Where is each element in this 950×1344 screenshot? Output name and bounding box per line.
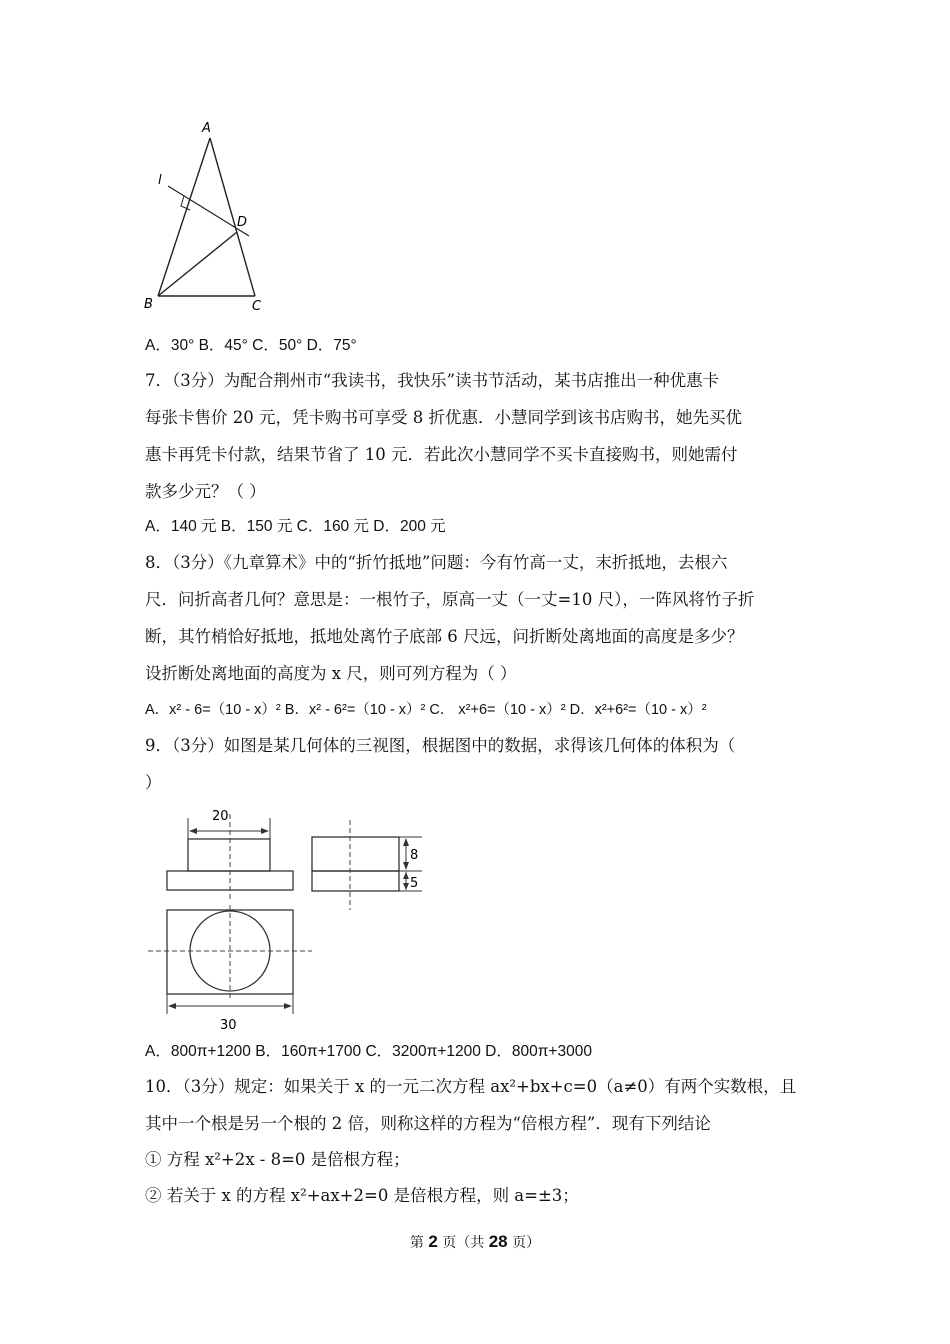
- q7-line-2: 每张卡售价 20 元，凭卡购书可享受 8 折优惠．小慧同学到该书店购书，她先买优: [145, 408, 742, 427]
- footer-suffix: 页）: [512, 1235, 541, 1251]
- arrow-left-30: [168, 1003, 176, 1009]
- page-footer: [0, 1232, 950, 1252]
- q10-line-3: ① 方程 x²+2x - 8=0 是倍根方程；: [145, 1150, 410, 1169]
- dim-label-20: 20: [212, 809, 229, 824]
- arrow-up-8: [403, 838, 409, 846]
- side-ac: [210, 138, 255, 296]
- segment-bd: [158, 232, 237, 296]
- q8-line-3: 断，其竹梢恰好抵地，抵地处离竹子底部 6 尺远，问折断处离地面的高度是多少？: [145, 627, 744, 646]
- dim-label-8: 8: [410, 848, 419, 863]
- side-ab: [158, 138, 210, 296]
- q7-line-4: 款多少元？（ ）: [145, 482, 266, 501]
- footer-page-number: 2: [428, 1232, 438, 1251]
- q8-line-4: 设折断处离地面的高度为 x 尺，则可列方程为（ ）: [145, 664, 517, 683]
- label-a: A: [202, 121, 211, 136]
- q9-options: A．800π+1200 B．160π+1700 C．3200π+1200 D．800π+3000: [145, 1043, 592, 1060]
- label-d: D: [237, 215, 248, 230]
- q6-options: A．30° B．45° C．50° D．75°: [145, 337, 357, 354]
- q7-options: A．140 元 B．150 元 C．160 元 D．200 元: [145, 518, 446, 535]
- front-upper-block: [188, 839, 270, 871]
- dim-label-30: 30: [220, 1018, 237, 1033]
- label-b: B: [144, 297, 153, 312]
- three-view-figure: [140, 800, 440, 1040]
- q7-line-3: 惠卡再凭卡付款，结果节省了 10 元．若此次小慧同学不买卡直接购书，则她需付: [145, 445, 738, 464]
- q10-line-2: 其中一个根是另一个根的 2 倍，则称这样的方程为“倍根方程”．现有下列结论: [145, 1114, 711, 1133]
- side-lower-block: [312, 871, 399, 891]
- arrow-down-5: [403, 883, 409, 890]
- label-c: C: [252, 299, 262, 314]
- dim-label-5: 5: [410, 876, 419, 891]
- footer-prefix: 第: [409, 1235, 424, 1251]
- footer-middle: 页（共: [442, 1235, 485, 1251]
- q10-line-4: ② 若关于 x 的方程 x²+ax+2=0 是倍根方程，则 a=±3；: [145, 1186, 579, 1205]
- arrow-right-30: [284, 1003, 292, 1009]
- side-upper-block: [312, 837, 399, 871]
- arrow-left-20: [189, 828, 197, 834]
- q8-options: A．x² - 6=（10 - x）² B．x² - 6²=（10 - x）² C． x²+6=（10 - x）² D．x²+6²=（10 - x）²: [145, 702, 707, 718]
- q7-line-1: 7．（3分）为配合荆州市“我读书，我快乐”读书节活动，某书店推出一种优惠卡: [145, 371, 720, 390]
- triangle-figure: [140, 118, 280, 318]
- q9-line-2: ）: [145, 773, 162, 792]
- q9-line-1: 9．（3分）如图是某几何体的三视图，根据图中的数据，求得该几何体的体积为（: [145, 736, 736, 755]
- q10-line-1: 10．（3分）规定：如果关于 x 的一元二次方程 ax²+bx+c=0（a≠0）有两个实数根，且: [145, 1077, 797, 1096]
- q8-line-2: 尺．问折高者几何？意思是：一根竹子，原高一丈（一丈=10 尺），一阵风将竹子折: [145, 590, 755, 609]
- arrow-down-8: [403, 862, 409, 870]
- footer-total-pages: 28: [488, 1232, 508, 1251]
- arrow-right-20: [261, 828, 269, 834]
- label-l: l: [158, 173, 162, 188]
- q8-line-1: 8．（3分）《九章算术》中的“折竹抵地”问题：今有竹高一丈，末折抵地，去根六: [145, 553, 728, 572]
- arrow-up-5: [403, 872, 409, 879]
